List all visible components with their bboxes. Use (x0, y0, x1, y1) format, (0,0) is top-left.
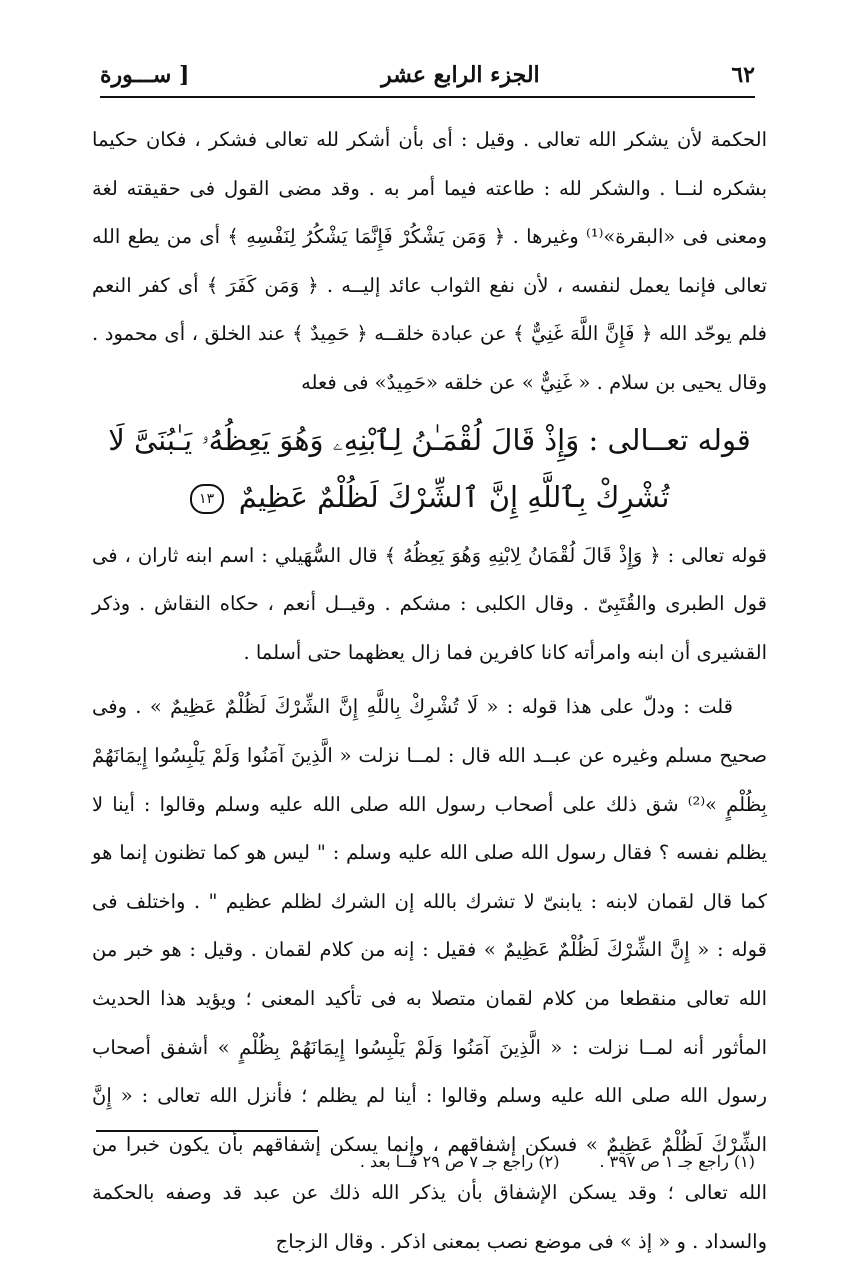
verse-number-marker: ١٣ (190, 484, 224, 514)
verse-text: قوله تعــالى : وَإِذْ قَالَ لُقْمَـٰنُ لِٱبْنِهِۦ وَهُوَ يَعِظُهُۥ يَـٰبُنَىَّ لَا تُشْرِكْ بِٱللَّهِ إِنَّ ٱلشِّرْكَ لَظُلْمٌ عَظِيمٌ (108, 422, 751, 514)
footnote-2: (٢) راجع جـ ٧ ص ٢٩ فــا بعد . (359, 1152, 560, 1171)
page-header (100, 58, 755, 92)
quran-verse (92, 408, 767, 532)
paragraph-2: قوله تعالى : ﴿ وَإِذْ قَالَ لُقْمَانُ لِابْنِهِ وَهُوَ يَعِظُهُ ﴾ قال السُّهَيلي : اسم ابنه ثاران ، فى قول الطبرى والقُتَبِىّ . وقال الكلبى : مشكم . وقيــل أنعم ، حكاه النقاش . وذكر القشيرى أن ابنه وامرأته كانا كافرين فما زال يعظهما حتى أسلما . (92, 543, 767, 664)
footnote-rule (96, 1130, 318, 1132)
paragraph-1: الحكمة لأن يشكر الله تعالى . وقيل : أى بأن أشكر لله تعالى فشكر ، فكان حكيما بشكره لنــا . والشكر لله : طاعته فيما أمر به . وقد مضى القول فى حقيقته لغة ومعنى فى «البقرة»⁽¹⁾ وغيرها . ﴿ وَمَن يَشْكُرْ فَإِنَّمَا يَشْكُرُ لِنَفْسِهِ ﴾ أى من يطع الله تعالى فإنما يعمل لنفسه ، لأن نفع الثواب عائد إليــه . ﴿ وَمَن كَفَرَ ﴾ أى كفر النعم فلم يوحّد الله ﴿ فَإِنَّ اللَّهَ غَنِيٌّ ﴾ عن عبادة خلقــه ﴿ حَمِيدٌ ﴾ عند الخلق ، أى محمود . وقال يحيى بن سلام . « غَنِيٌّ » عن خلقه «حَمِيدٌ» فى فعله (92, 128, 767, 394)
page-number: ٦٢ (731, 62, 755, 88)
header-rule (100, 96, 755, 98)
footnote-1: (١) راجع جـ ١ ص ٣٩٧ . (599, 1152, 755, 1171)
paragraph-3: قلت : ودلّ على هذا قوله : « لَا تُشْرِكْ بِاللَّهِ إِنَّ الشِّرْكَ لَظُلْمٌ عَظِيمٌ » . وفى صحيح مسلم وغيره عن عبــد الله قال : لمــا نزلت « الَّذِينَ آمَنُوا وَلَمْ يَلْبِسُوا إِيمَانَهُمْ بِظُلْمٍ »⁽²⁾ شق ذلك على أصحاب رسول الله صلى الله عليه وسلم وقالوا : أينا لا يظلم نفسه ؟ فقال رسول الله صلى الله عليه وسلم : " ليس هو كما تظنون إنما هو كما قال لقمان لابنه : يابنىّ لا تشرك بالله إن الشرك لظلم عظيم " . واختلف فى قوله : « إِنَّ الشِّرْكَ لَظُلْمٌ عَظِيمٌ » فقيل : إنه من كلام لقمان . وقيل : هو خبر من الله تعالى منقطعا من كلام لقمان متصلا به فى تأكيد المعنى ؛ ويؤيد هذا الحديث المأثور أنه لمــا نزلت : « الَّذِينَ آمَنُوا وَلَمْ يَلْبِسُوا إِيمَانَهُمْ بِظُلْمٍ » أشفق أصحاب رسول الله صلى الله عليه وسلم وقالوا : أينا لم يظلم ؛ فأنزل الله تعالى : « إِنَّ الشِّرْكَ لَظُلْمٌ عَظِيمٌ » فسكن إشفاقهم ، وإنما يسكن إشفاقهم بأن يكون خبرا من الله تعالى ؛ وقد يسكن الإشفاق بأن يذكر الله ذلك عن عبد قد وصفه بالحكمة والسداد . و « إذ » فى موضع نصب بمعنى اذكر . وقال الزجاج (92, 695, 767, 1253)
part-title: الجزء الرابع عشر (381, 62, 540, 88)
main-text (92, 116, 767, 1266)
surah-label: [ ســـورة (100, 62, 190, 88)
footnotes (200, 1152, 755, 1171)
